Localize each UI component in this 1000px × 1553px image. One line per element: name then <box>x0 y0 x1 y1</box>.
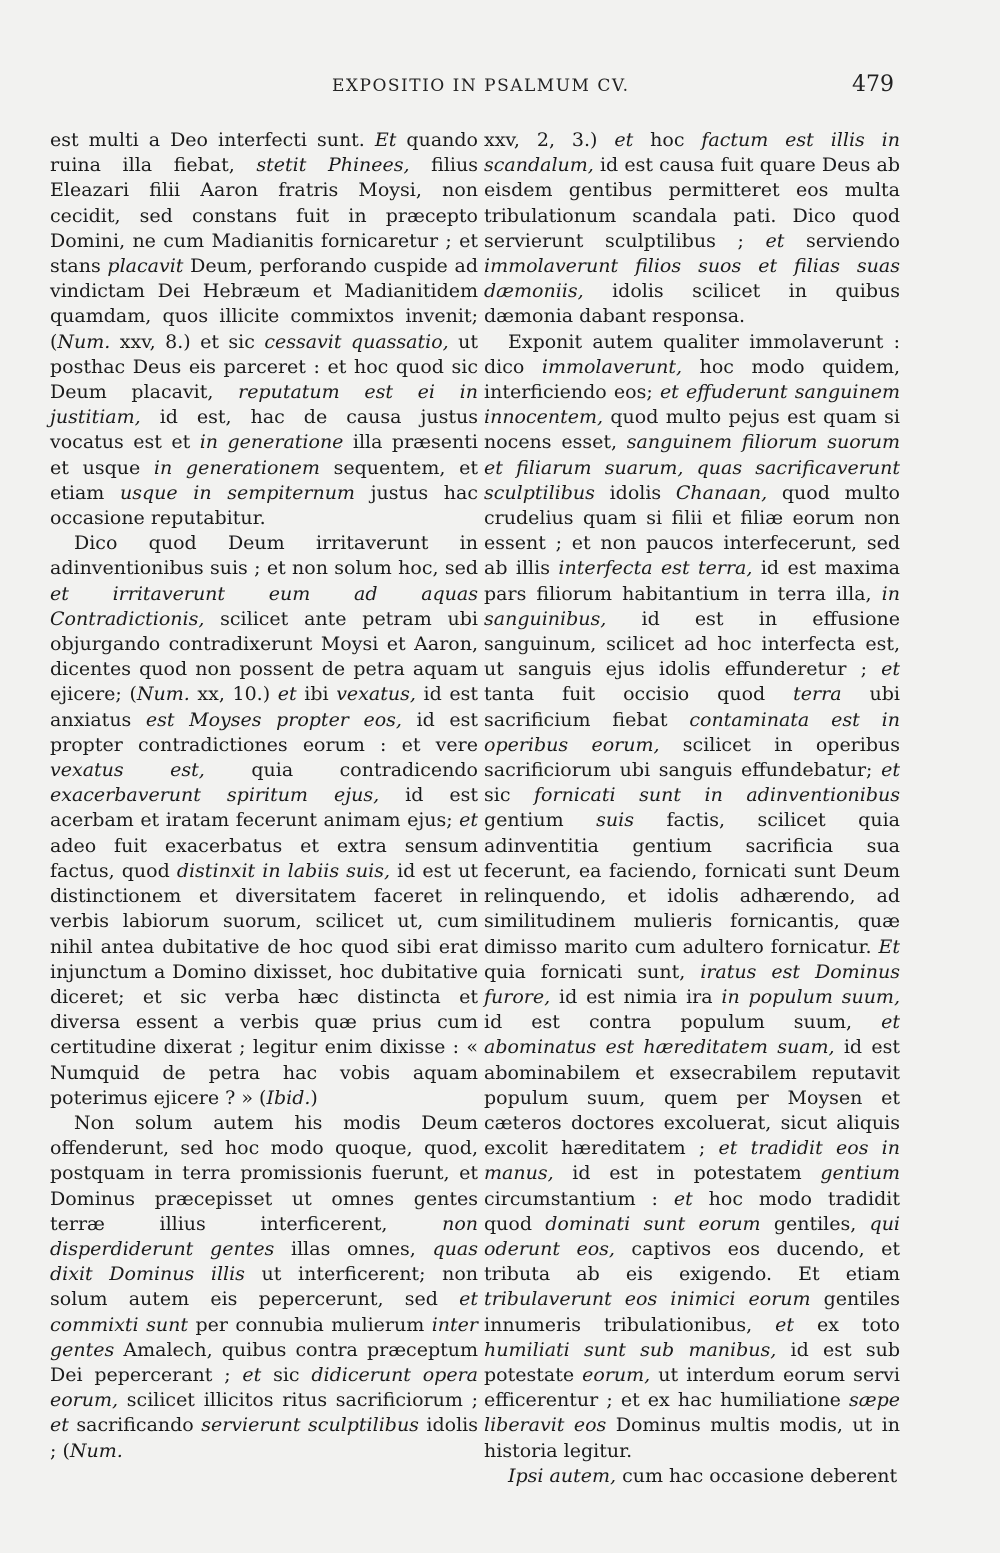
left-text-column <box>50 128 478 1464</box>
page-number: 479 <box>852 72 894 97</box>
paragraph: Dico quod Deum irritaverunt in adinventionibus suis ; et non solum hoc, sed et irritaverunt eum ad aquas Contradictionis, scilicet ante petram ubi objurgando contradixerunt Moysi et Aaron, dicentes quod non possent de petra aquam ejicere; (Num. xx, 10.) et ibi vexatus, id est anxiatus est Moyses propter eos, id est propter contradictiones eorum : et vere vexatus est, quia contradicendo exacerbaverunt spiritum ejus, id est acerbam et iratam fecerunt animam ejus; et adeo fuit exacerbatus et extra sensum factus, quod distinxit in labiis suis, id est ut distinctionem et diversitatem faceret in verbis labiorum suorum, scilicet ut, cum nihil antea dubitative de hoc quod sibi erat injunctum a Domino dixisset, hoc dubitative diceret; et sic verba hæc distincta et diversa essent a verbis quæ prius cum certitudine dixerat ; legitur enim dixisse : « Numquid de petra hac vobis aquam poterimus ejicere ? » (Ibid.) <box>50 532 478 1109</box>
paragraph: est multi a Deo interfecti sunt. Et quando ruina illa fiebat, stetit Phinees, filius Eleazari filii Aaron fratris Moysi, non cecidit, sed constans fuit in præcepto Domini, ne cum Madianitis fornicaretur ; et stans placavit Deum, perforando cuspide ad vindictam Dei Hebræum et Madianitidem quamdam, quos illicite commixtos invenit; (Num. xxv, 8.) et sic cessavit quassatio, ut posthac Deus eis parceret : et hoc quod sic Deum placavit, reputatum est ei in justitiam, id est, hac de causa justus vocatus est et in generatione illa præsenti et usque in generationem sequentem, et etiam usque in sempiternum justus hac occasione reputabitur. <box>50 129 478 530</box>
paragraph: xxv, 2, 3.) et hoc factum est illis in scandalum, id est causa fuit quare Deus ab eisdem gentibus permitteret eos multa tribulationum scandala pati. Dico quod servierunt sculptilibus ; et serviendo immolaverunt filios suos et filias suas dæmoniis, idolis scilicet in quibus dæmonia dabant responsa. <box>484 129 900 328</box>
paragraph: Non solum autem his modis Deum offenderunt, sed hoc modo quoque, quod, postquam in terra promissionis fuerunt, et Dominus præcepisset ut omnes gentes terræ illius interficerent, non disperdiderunt gentes illas omnes, quas dixit Dominus illis ut interficerent; non solum autem eis pepercerunt, sed et commixti sunt per connubia mulierum inter gentes Amalech, quibus contra præceptum Dei pepercerant ; et sic didicerunt opera eorum, scilicet illicitos ritus sacrificiorum ; et sacrificando servierunt sculptilibus idolis ; (Num. <box>50 1111 479 1462</box>
paragraph: Ipsi autem, cum hac occasione deberent <box>508 1464 898 1487</box>
right-text-column <box>484 128 900 1489</box>
running-head: EXPOSITIO IN PSALMUM CV. <box>332 76 630 96</box>
paragraph: Exponit autem qualiter immolaverunt : dico immolaverunt, hoc modo quidem, interficiendo eos; et effuderunt sanguinem innocentem, quod multo pejus est quam si nocens esset, sanguinem filiorum suorum et filiarum suarum, quas sacrificaverunt sculptilibus idolis Chanaan, quod multo crudelius quam si filii et filiæ eorum non essent ; et non paucos interfecerunt, sed ab illis interfecta est terra, id est maxima pars filiorum habitantium in terra illa, in sanguinibus, id est in effusione sanguinum, scilicet ad hoc interfecta est, ut sanguis ejus idolis effunderetur ; et tanta fuit occisio quod terra ubi sacrificium fiebat contaminata est in operibus eorum, scilicet in operibus sacrificiorum ubi sanguis effundebatur; et sic fornicati sunt in adinventionibus gentium suis factis, scilicet quia adinventitia gentium sacrificia sua fecerunt, ea faciendo, fornicati sunt Deum relinquendo, et idolis adhærendo, ad similitudinem mulieris fornicantis, quæ dimisso marito cum adultero fornicatur. Et quia fornicati sunt, iratus est Dominus furore, id est nimia ira in populum suum, id est contra populum suum, et abominatus est hæreditatem suam, id est abominabilem et exsecrabilem reputavit populum suum, quem per Moysen et cæteros doctores excoluerat, sicut aliquis excolit hæreditatem ; et tradidit eos in manus, id est in potestatem gentium circumstantium : et hoc modo tradidit quod dominati sunt eorum gentiles, qui oderunt eos, captivos eos ducendo, et tributa ab eis exigendo. Et etiam tribulaverunt eos inimici eorum gentiles innumeris tribulationibus, et ex toto humiliati sunt sub manibus, id est sub potestate eorum, ut interdum eorum servi efficerentur ; et ex hac humiliatione sæpe liberavit eos Dominus multis modis, ut in historia legitur. <box>484 330 901 1462</box>
